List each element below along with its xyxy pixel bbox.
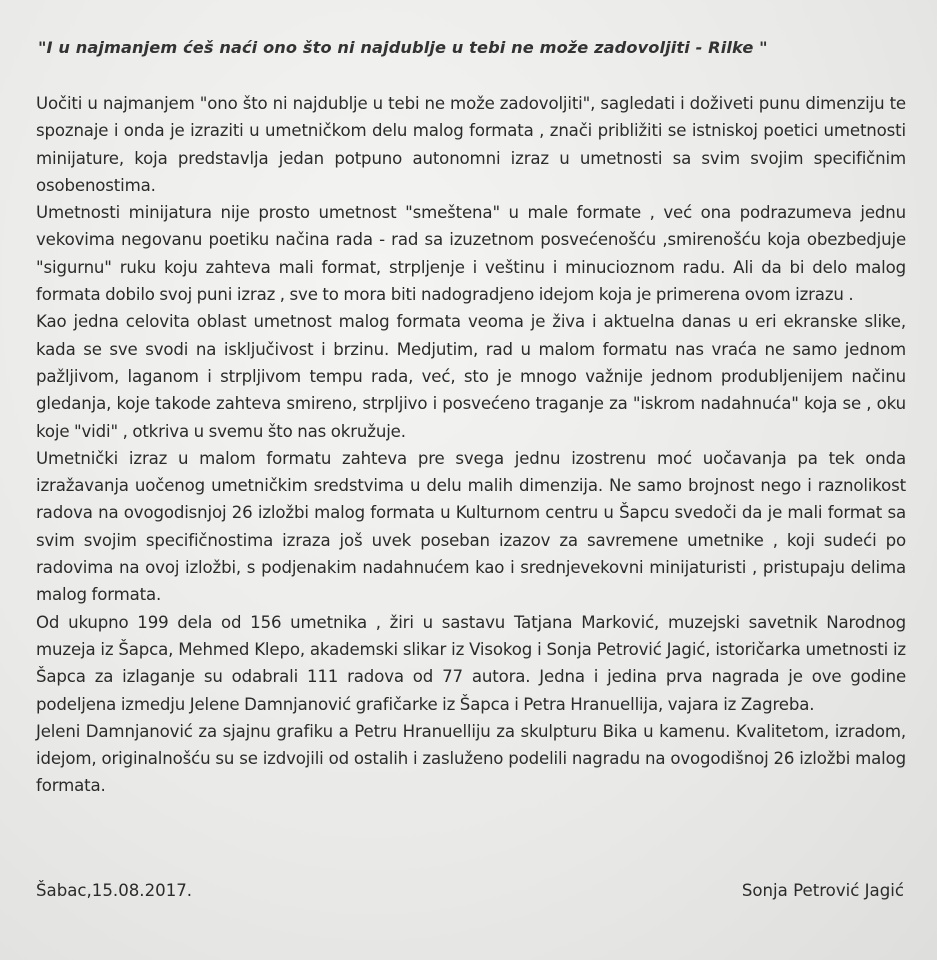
document-footer [36,881,904,900]
paragraph: Kao jedna celovita oblast umetnost malog formata veoma je živa i aktuelna danas u eri ekranske slike, kada se sve svodi na isključivost i brzinu. Medjutim, rad u malom formatu nas vraća ne samo jednom pažljivom, laganom i strpljivom tempu rada, već, sto je mnogo važnije jednom produbljenijem načinu gledanja, koje takode zahteva smireno, strpljivo i posvećeno traganje za "iskrom nadahnuća" koja se , oku koje "vidi" , otkriva u svemu što nas okružuje. [36,312,906,441]
document-body [36,90,906,800]
place-date: Šabac,15.08.2017. [36,881,193,900]
paragraph: Od ukupno 199 dela od 156 umetnika , žiri u sastavu Tatjana Marković, muzejski savetnik Narodnog muzeja iz Šapca, Mehmed Klepo, akademski slikar iz Visokog i Sonja Petrović Jagić, istoričarka umetnosti iz Šapca za izlaganje su odabrali 111 radova od 77 autora. Jedna i jedina prva nagrada je ove godine podeljena izmedju Jelene Damnjanović grafičarke iz Šapca i Petra Hranuellija, vajara iz Zagreba. [36,612,906,714]
document-page [36,38,906,800]
signature: Sonja Petrović Jagić [741,881,904,900]
paragraph: Umetnosti minijatura nije prosto umetnost "smeštena" u male formate , već ona podrazumeva jednu vekovima negovanu poetiku načina rada - rad sa izuzetnom posvećenošću ,smirenošću koja obezbedjuje "sigurnu" ruku koju zahteva mali format, strpljenje i veštinu i minucioznom radu. Ali da bi delo malog formata dobilo svoj puni izraz , sve to mora biti nadogradjeno idejom koja je primerena ovom izrazu . [36,203,906,305]
paragraph: Jeleni Damnjanović za sjajnu grafiku a Petru Hranuelliju za skulpturu Bika u kamenu. Kvalitetom, izradom, idejom, originalnošću su se izdvojili od ostalih i zasluženo podelili nagradu na ovogodišnoj 26 izložbi malog formata. [36,721,906,796]
document-title: "I u najmanjem ćeš naći ono što ni najdublje u tebi ne može zadovoljiti - Rilke " [38,38,768,57]
paragraph: Umetnički izraz u malom formatu zahteva pre svega jednu izostrenu moć uočavanja pa tek onda izražavanja uočenog umetničkim sredstvima u delu malih dimenzija. Ne samo brojnost nego i raznolikost radova na ovogodisnjoj 26 izložbi malog formata u Kulturnom centru u Šapcu svedoči da je mali format sa svim svojim specifičnostima izraza još uvek poseban izazov za savremene umetnike , koji sudeći po radovima na ovoj izložbi, s podjenakim nadahnućem kao i srednjevekovni minijaturisti , pristupaju delima malog formata. [36,448,906,605]
paragraph: Uočiti u najmanjem "ono što ni najdublje u tebi ne može zadovoljiti", sagledati i doživeti punu dimenziju te spoznaje i onda je izraziti u umetničkom delu malog formata , znači približiti se istniskoj poetici umetnosti minijature, koja predstavlja jedan potpuno autonomni izraz u umetnosti sa svim svojim specifičnim osobenostima. [36,94,906,195]
